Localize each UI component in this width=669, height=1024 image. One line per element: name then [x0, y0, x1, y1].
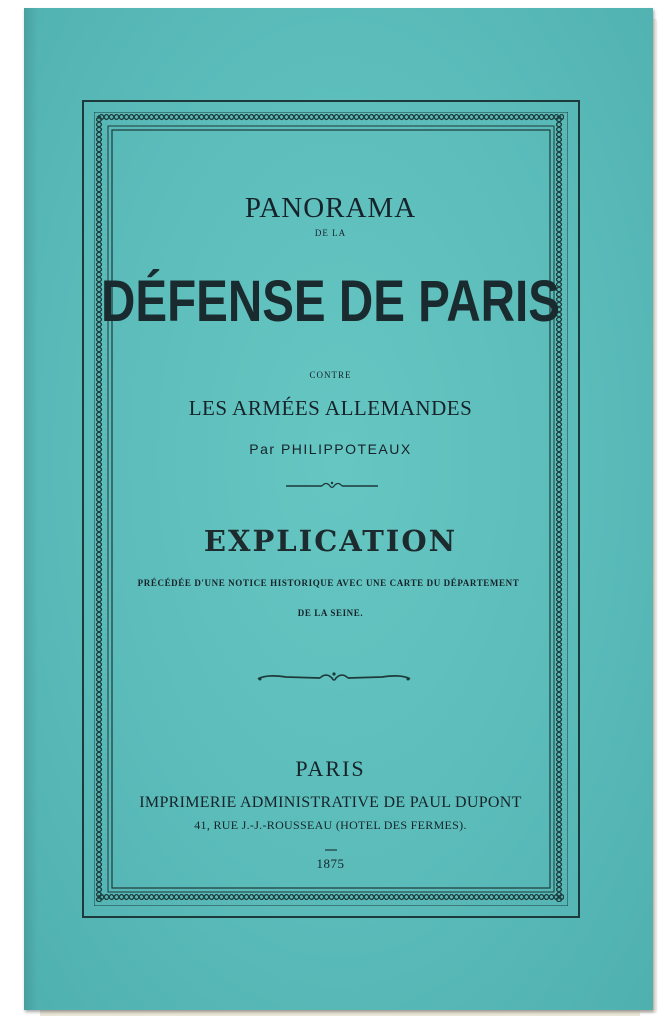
author-line: Par PHILIPPOTEAUX — [249, 441, 412, 457]
subtitle-line2: DE LA SEINE. — [297, 608, 364, 618]
publisher: IMPRIMERIE ADMINISTRATIVE DE PAUL DUPONT — [139, 794, 522, 811]
title-panorama: PANORAMA — [244, 192, 417, 224]
title-main: DÉFENSE DE PARIS — [101, 269, 560, 334]
address: 41, RUE J.-J.-ROUSSEAU (HOTEL DES FERMES). — [194, 818, 467, 832]
year-rule — [325, 848, 337, 852]
title-de-la: DE LA — [314, 228, 347, 238]
section-title: EXPLICATION — [203, 524, 458, 558]
city: PARIS — [295, 756, 366, 781]
title-contre: CONTRE — [309, 370, 352, 380]
year: 1875 — [316, 856, 345, 871]
divider-ornament-icon — [286, 480, 378, 492]
subtitle-line1: PRÉCÉDÉE D'UNE NOTICE HISTORIQUE AVEC UNE CARTE DU DÉPARTEMENT — [137, 578, 520, 588]
title-armees: LES ARMÉES ALLEMANDES — [188, 396, 473, 420]
divider-ornament-icon — [256, 670, 412, 686]
